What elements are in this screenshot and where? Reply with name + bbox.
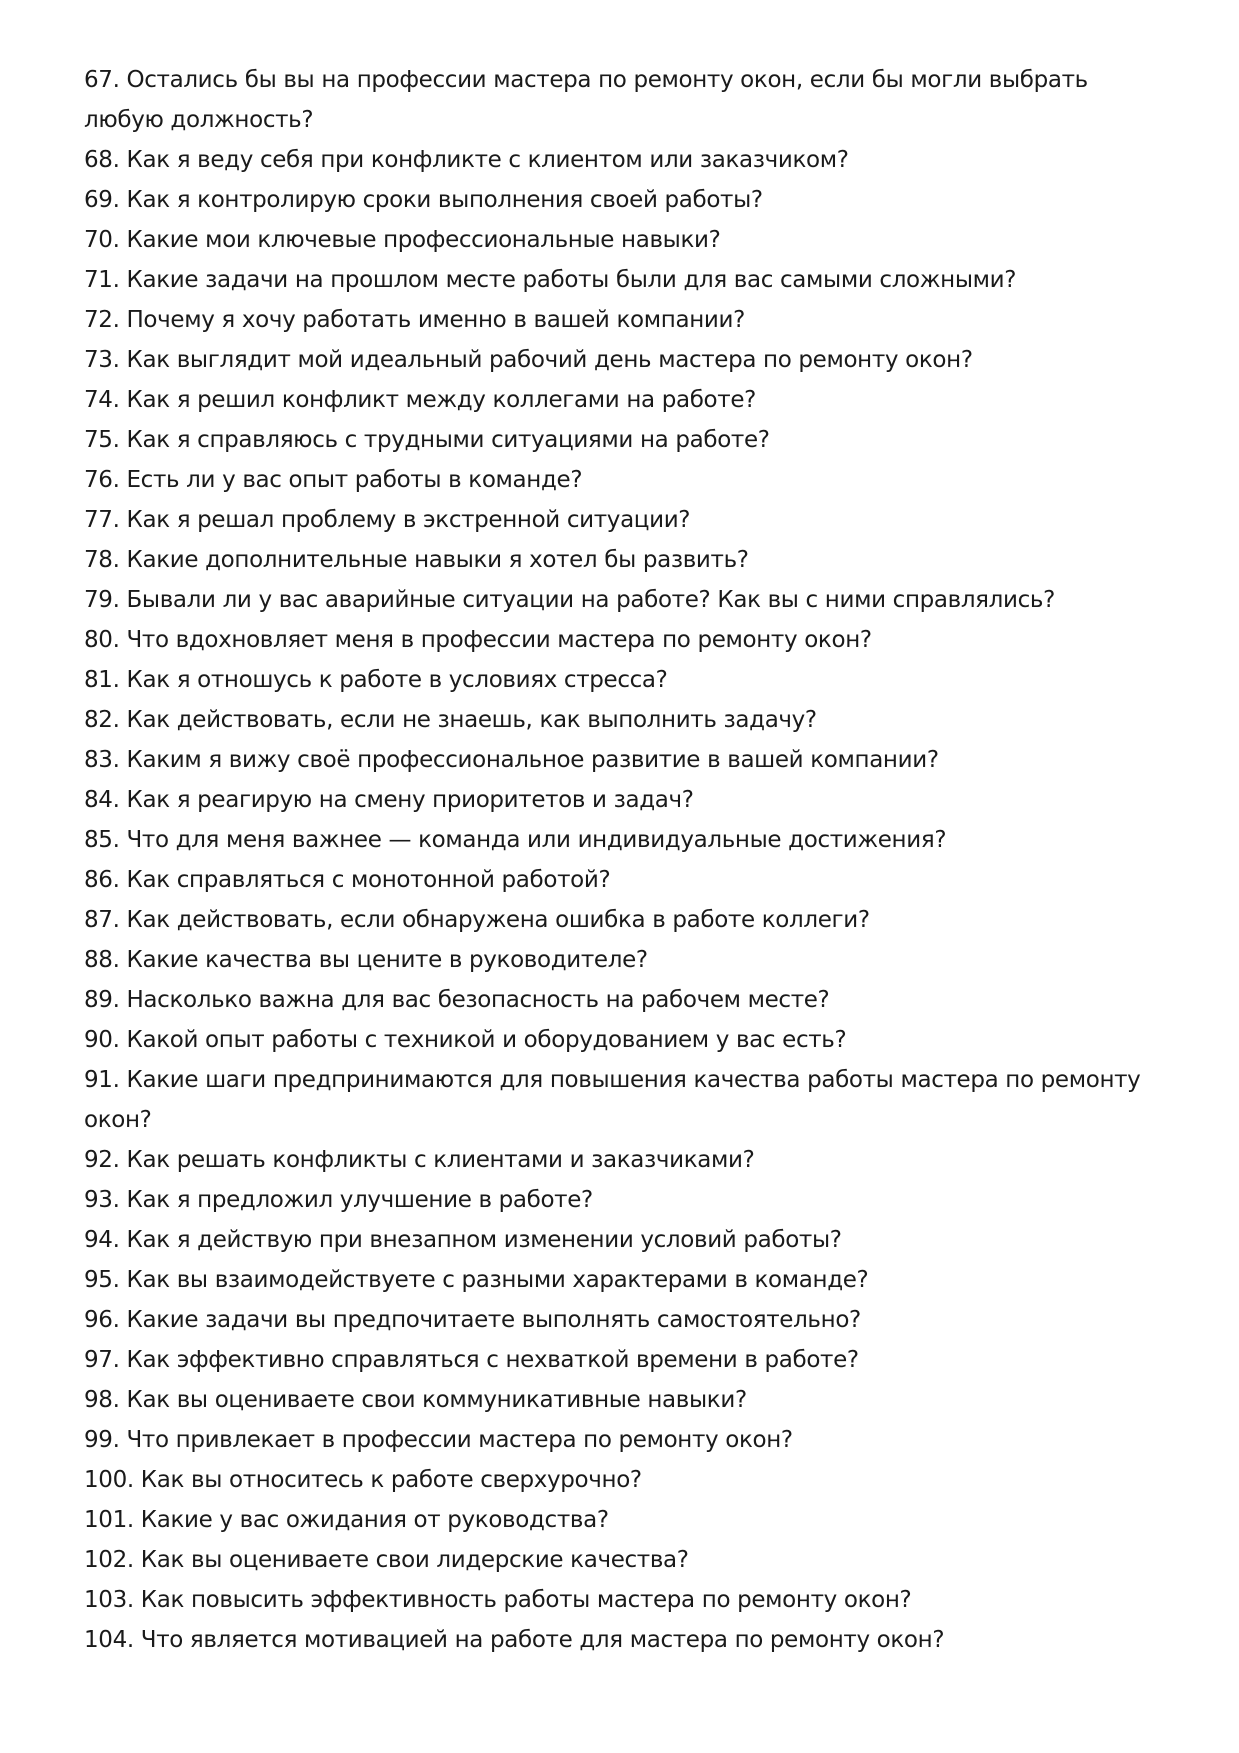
question-item: 67. Остались бы вы на профессии мастера по ремонту окон, если бы могли выбрать любую должность? — [84, 67, 1088, 133]
question-item: 90. Какой опыт работы с техникой и оборудованием у вас есть? — [84, 1027, 847, 1053]
question-item: 91. Какие шаги предпринимаются для повышения качества работы мастера по ремонту окон? — [84, 1067, 1141, 1133]
question-item: 102. Как вы оцениваете свои лидерские качества? — [84, 1547, 689, 1573]
question-item: 74. Как я решил конфликт между коллегами на работе? — [84, 387, 756, 413]
question-item: 71. Какие задачи на прошлом месте работы были для вас самыми сложными? — [84, 267, 1017, 293]
question-item: 93. Как я предложил улучшение в работе? — [84, 1187, 593, 1213]
question-item: 100. Как вы относитесь к работе сверхурочно? — [84, 1467, 642, 1493]
question-item: 88. Какие качества вы цените в руководителе? — [84, 947, 648, 973]
question-item: 68. Как я веду себя при конфликте с клиентом или заказчиком? — [84, 147, 849, 173]
question-item: 73. Как выглядит мой идеальный рабочий день мастера по ремонту окон? — [84, 347, 973, 373]
question-list — [84, 60, 1164, 1660]
question-item: 76. Есть ли у вас опыт работы в команде? — [84, 467, 583, 493]
question-item: 86. Как справляться с монотонной работой? — [84, 867, 611, 893]
question-item: 104. Что является мотивацией на работе для мастера по ремонту окон? — [84, 1627, 945, 1653]
question-item: 82. Как действовать, если не знаешь, как выполнить задачу? — [84, 707, 817, 733]
question-item: 83. Каким я вижу своё профессиональное развитие в вашей компании? — [84, 747, 939, 773]
question-item: 96. Какие задачи вы предпочитаете выполнять самостоятельно? — [84, 1307, 861, 1333]
question-item: 72. Почему я хочу работать именно в вашей компании? — [84, 307, 745, 333]
question-item: 98. Как вы оцениваете свои коммуникативные навыки? — [84, 1387, 747, 1413]
question-item: 85. Что для меня важнее — команда или индивидуальные достижения? — [84, 827, 947, 853]
question-item: 78. Какие дополнительные навыки я хотел бы развить? — [84, 547, 749, 573]
question-item: 89. Насколько важна для вас безопасность на рабочем месте? — [84, 987, 830, 1013]
question-item: 92. Как решать конфликты с клиентами и заказчиками? — [84, 1147, 755, 1173]
question-item: 79. Бывали ли у вас аварийные ситуации на работе? Как вы с ними справлялись? — [84, 587, 1055, 613]
question-item: 101. Какие у вас ожидания от руководства? — [84, 1507, 609, 1533]
question-item: 69. Как я контролирую сроки выполнения своей работы? — [84, 187, 763, 213]
question-item: 75. Как я справляюсь с трудными ситуациями на работе? — [84, 427, 770, 453]
question-item: 94. Как я действую при внезапном изменении условий работы? — [84, 1227, 842, 1253]
question-item: 99. Что привлекает в профессии мастера по ремонту окон? — [84, 1427, 793, 1453]
question-item: 97. Как эффективно справляться с нехваткой времени в работе? — [84, 1347, 859, 1373]
document-page — [84, 60, 1164, 1660]
question-item: 77. Как я решал проблему в экстренной ситуации? — [84, 507, 691, 533]
question-item: 84. Как я реагирую на смену приоритетов и задач? — [84, 787, 694, 813]
question-item: 70. Какие мои ключевые профессиональные навыки? — [84, 227, 721, 253]
question-item: 81. Как я отношусь к работе в условиях стресса? — [84, 667, 668, 693]
question-item: 80. Что вдохновляет меня в профессии мастера по ремонту окон? — [84, 627, 872, 653]
question-item: 87. Как действовать, если обнаружена ошибка в работе коллеги? — [84, 907, 870, 933]
question-item: 95. Как вы взаимодействуете с разными характерами в команде? — [84, 1267, 869, 1293]
question-item: 103. Как повысить эффективность работы мастера по ремонту окон? — [84, 1587, 912, 1613]
